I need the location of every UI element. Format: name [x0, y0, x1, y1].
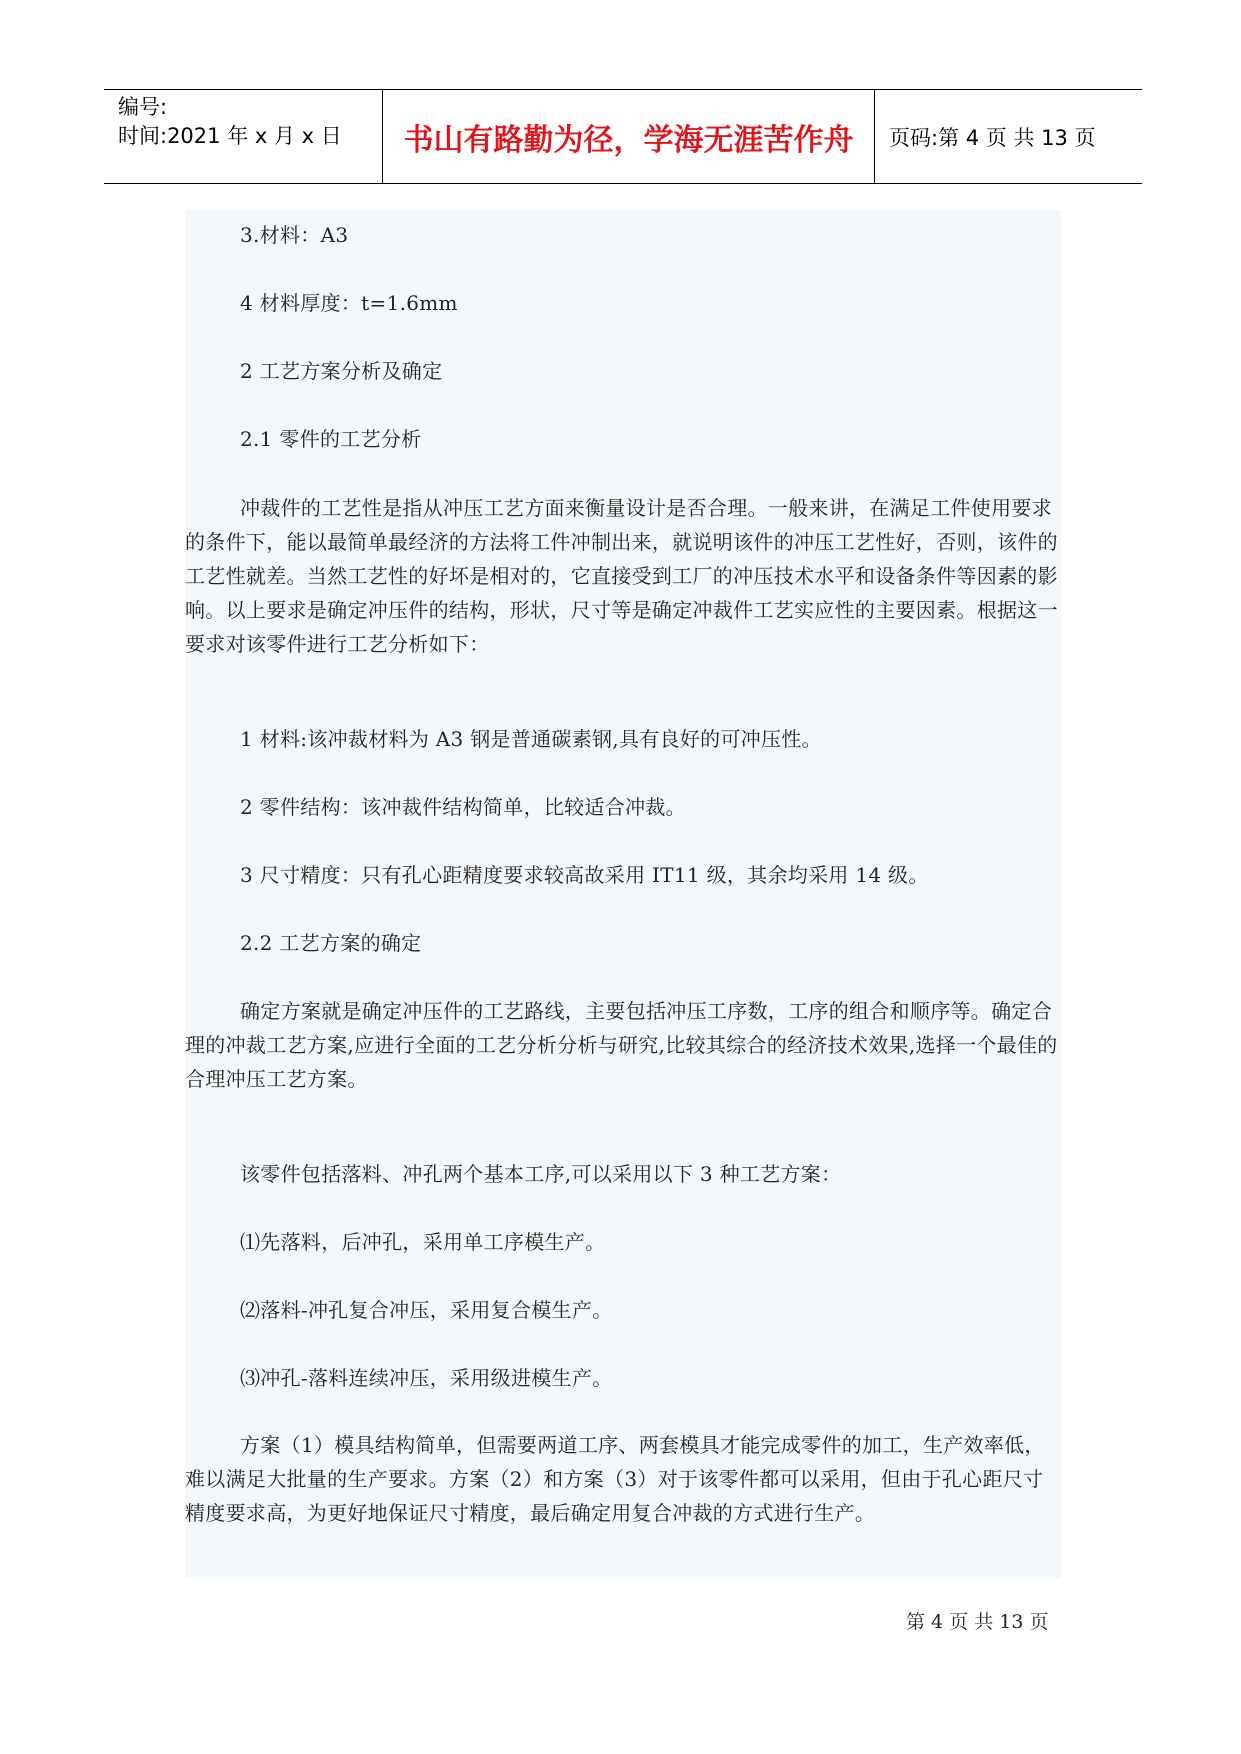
paragraph-scheme-options: 该零件包括落料、冲孔两个基本工序,可以采用以下 3 种工艺方案：	[240, 1162, 842, 1186]
list-item-material: 1 材料:该冲裁材料为 A3 钢是普通碳素钢,具有良好的可冲压性。	[240, 727, 822, 751]
header-page-number: 页码:第 4 页 共 13 页	[889, 125, 1096, 150]
paragraph-process-analysis: 冲裁件的工艺性是指从冲压工艺方面来衡量设计是否合理。一般来讲，在满足工件使用要求的条件下，能以最简单最经济的方法将工件冲制出来，就说明该件的冲压工艺性好，否则，该件的工艺性就差。当然工艺性的好坏是相对的，它直接受到工厂的冲压技术水平和设备条件等因素的影响。以上要求是确定冲压件的结构，形状，尺寸等是确定冲裁件工艺实应性的主要因素。根据这一要求对该零件进行工艺分析如下：	[185, 496, 1058, 656]
page-footer: 第 4 页 共 13 页	[906, 1611, 1049, 1633]
document-body	[185, 210, 1061, 1578]
section-heading-2: 2 工艺方案分析及确定	[240, 359, 443, 383]
paragraph-scheme-definition: 确定方案就是确定冲压件的工艺路线，主要包括冲压工序数，工序的组合和顺序等。确定合理的冲裁工艺方案,应进行全面的工艺分析分析与研究,比较其综合的经济技术效果,选择一个最佳的合理冲压工艺方案。	[185, 999, 1058, 1091]
paragraph-material: 3.材料：A3	[240, 223, 349, 247]
option-3: ⑶冲孔-落料连续冲压，采用级进模生产。	[240, 1366, 613, 1390]
section-heading-2-2: 2.2 工艺方案的确定	[240, 931, 422, 955]
serial-number-label: 编号:	[118, 95, 168, 119]
paragraph-thickness: 4 材料厚度：t=1.6mm	[240, 291, 458, 315]
option-2: ⑵落料-冲孔复合冲压，采用复合模生产。	[240, 1298, 613, 1322]
paragraph-conclusion: 方案（1）模具结构简单，但需要两道工序、两套模具才能完成零件的加工，生产效率低，难以满足大批量的生产要求。方案（2）和方案（3）对于该零件都可以采用，但由于孔心距尺寸精度要求高，为更好地保证尺寸精度，最后确定用复合冲裁的方式进行生产。	[185, 1433, 1045, 1525]
date-label: 时间:2021 年 x 月 x 日	[118, 124, 342, 148]
document-header	[104, 89, 1142, 184]
header-motto: 书山有路勤为径，学海无涯苦作舟	[383, 90, 875, 183]
section-heading-2-1: 2.1 零件的工艺分析	[240, 427, 422, 451]
header-meta	[104, 90, 383, 183]
list-item-structure: 2 零件结构：该冲裁件结构简单，比较适合冲裁。	[240, 795, 686, 819]
option-1: ⑴先落料，后冲孔，采用单工序模生产。	[240, 1230, 606, 1254]
list-item-precision: 3 尺寸精度：只有孔心距精度要求较高故采用 IT11 级，其余均采用 14 级。	[240, 863, 929, 887]
